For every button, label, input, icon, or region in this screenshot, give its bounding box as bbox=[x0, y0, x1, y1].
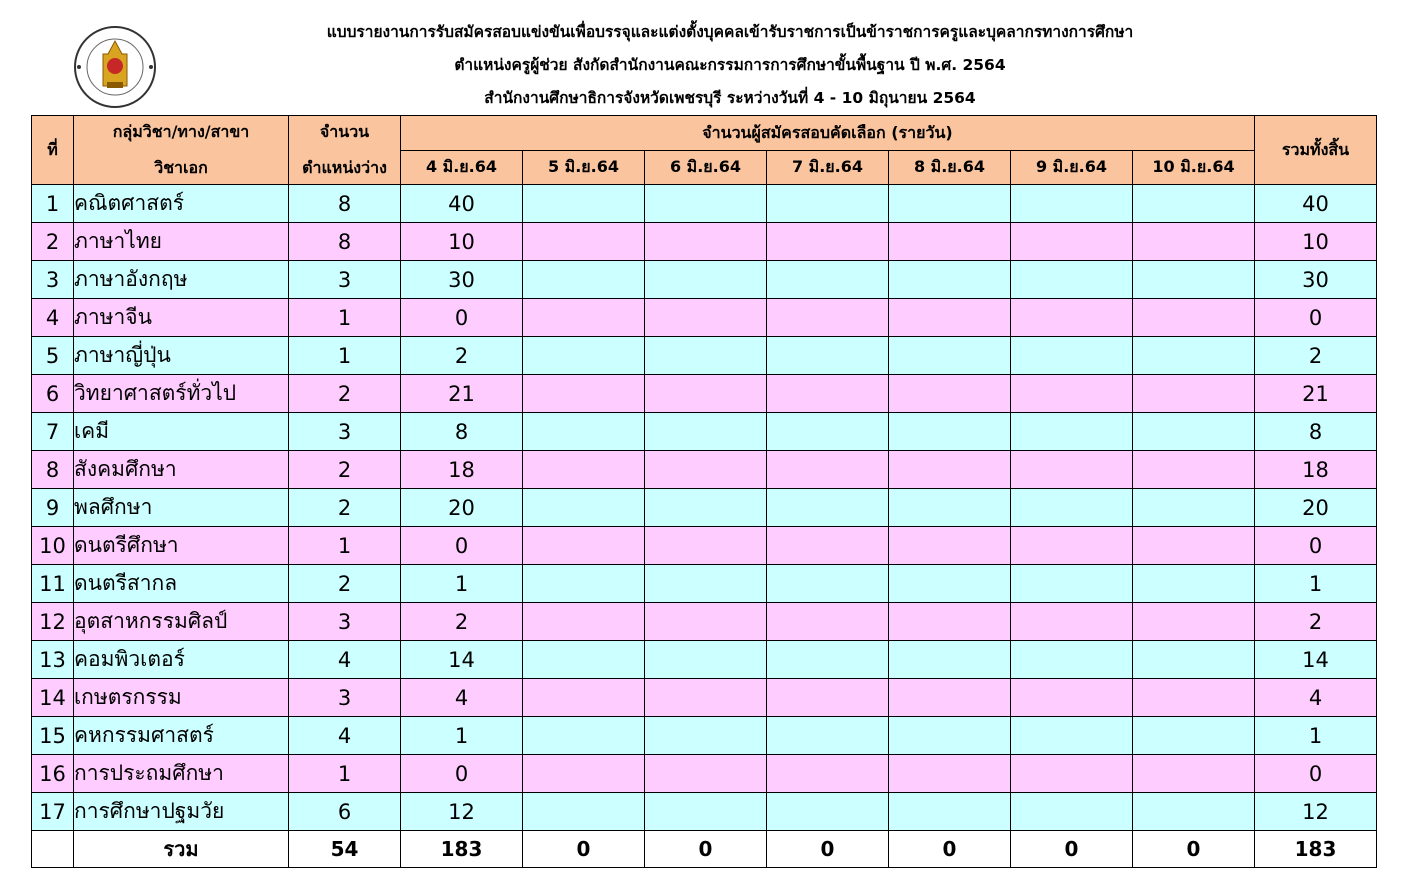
row-day3 bbox=[645, 565, 767, 603]
row-day2 bbox=[523, 451, 645, 489]
row-vacant: 3 bbox=[289, 679, 401, 717]
row-total: 0 bbox=[1255, 299, 1377, 337]
row-subject: วิทยาศาสตร์ทั่วไป bbox=[74, 375, 289, 413]
row-total: 2 bbox=[1255, 337, 1377, 375]
row-day7 bbox=[1133, 185, 1255, 223]
row-total: 4 bbox=[1255, 679, 1377, 717]
table-row bbox=[32, 641, 1377, 679]
row-vacant: 3 bbox=[289, 603, 401, 641]
row-day4 bbox=[767, 641, 889, 679]
row-day7 bbox=[1133, 717, 1255, 755]
row-day5 bbox=[889, 489, 1011, 527]
row-total: 14 bbox=[1255, 641, 1377, 679]
total-day: 0 bbox=[645, 831, 767, 868]
total-grand: 183 bbox=[1255, 831, 1377, 868]
row-day3 bbox=[645, 451, 767, 489]
row-day3 bbox=[645, 641, 767, 679]
row-subject: คอมพิวเตอร์ bbox=[74, 641, 289, 679]
row-total: 12 bbox=[1255, 793, 1377, 831]
row-day6 bbox=[1011, 755, 1133, 793]
header-date: 8 มิ.ย.64 bbox=[889, 151, 1011, 185]
row-day6 bbox=[1011, 527, 1133, 565]
row-day7 bbox=[1133, 641, 1255, 679]
row-day6 bbox=[1011, 375, 1133, 413]
row-day1: 12 bbox=[401, 793, 523, 831]
row-day2 bbox=[523, 185, 645, 223]
row-day7 bbox=[1133, 223, 1255, 261]
row-no: 12 bbox=[32, 603, 74, 641]
row-day5 bbox=[889, 755, 1011, 793]
row-day3 bbox=[645, 603, 767, 641]
row-subject: การประถมศึกษา bbox=[74, 755, 289, 793]
header-subject-line2: วิชาเอก bbox=[154, 158, 208, 177]
row-day3 bbox=[645, 717, 767, 755]
row-day1: 0 bbox=[401, 299, 523, 337]
row-day2 bbox=[523, 413, 645, 451]
table-row bbox=[32, 185, 1377, 223]
row-day5 bbox=[889, 299, 1011, 337]
row-vacant: 2 bbox=[289, 375, 401, 413]
report-header bbox=[230, 16, 1230, 115]
row-day1: 18 bbox=[401, 451, 523, 489]
row-day3 bbox=[645, 261, 767, 299]
report-title: แบบรายงานการรับสมัครสอบแข่งขันเพื่อบรรจุและแต่งตั้งบุคคลเข้ารับราชการเป็นข้าราชการครูและบุคลากรทางการศึกษา bbox=[326, 23, 1134, 41]
total-day: 0 bbox=[523, 831, 645, 868]
row-day4 bbox=[767, 413, 889, 451]
table-row bbox=[32, 489, 1377, 527]
row-no: 13 bbox=[32, 641, 74, 679]
row-day7 bbox=[1133, 527, 1255, 565]
total-label: รวม bbox=[74, 831, 289, 868]
row-subject: เคมี bbox=[74, 413, 289, 451]
header-date: 6 มิ.ย.64 bbox=[645, 151, 767, 185]
row-day6 bbox=[1011, 717, 1133, 755]
office-seal-emblem-icon bbox=[73, 16, 183, 116]
row-day4 bbox=[767, 375, 889, 413]
row-day3 bbox=[645, 375, 767, 413]
row-no: 6 bbox=[32, 375, 74, 413]
row-day5 bbox=[889, 413, 1011, 451]
row-day2 bbox=[523, 641, 645, 679]
header-date: 5 มิ.ย.64 bbox=[523, 151, 645, 185]
row-day7 bbox=[1133, 261, 1255, 299]
row-total: 0 bbox=[1255, 755, 1377, 793]
row-no: 8 bbox=[32, 451, 74, 489]
row-day6 bbox=[1011, 261, 1133, 299]
row-day7 bbox=[1133, 375, 1255, 413]
row-vacant: 1 bbox=[289, 755, 401, 793]
row-subject: เกษตรกรรม bbox=[74, 679, 289, 717]
row-day2 bbox=[523, 679, 645, 717]
row-day7 bbox=[1133, 413, 1255, 451]
header-date: 10 มิ.ย.64 bbox=[1133, 151, 1255, 185]
row-day6 bbox=[1011, 413, 1133, 451]
row-day6 bbox=[1011, 223, 1133, 261]
report-subtitle-position: ตำแหน่งครูผู้ช่วย สังกัดสำนักงานคณะกรรมการการศึกษาขั้นพื้นฐาน ปี พ.ศ. 2564 bbox=[454, 56, 1006, 74]
row-day3 bbox=[645, 299, 767, 337]
row-day2 bbox=[523, 223, 645, 261]
row-total: 10 bbox=[1255, 223, 1377, 261]
table-row bbox=[32, 603, 1377, 641]
row-day4 bbox=[767, 793, 889, 831]
row-subject: ภาษาไทย bbox=[74, 223, 289, 261]
row-day4 bbox=[767, 223, 889, 261]
row-day6 bbox=[1011, 451, 1133, 489]
row-day6 bbox=[1011, 679, 1133, 717]
row-day5 bbox=[889, 375, 1011, 413]
row-day7 bbox=[1133, 793, 1255, 831]
row-day1: 20 bbox=[401, 489, 523, 527]
table-row bbox=[32, 451, 1377, 489]
row-total: 0 bbox=[1255, 527, 1377, 565]
row-day2 bbox=[523, 375, 645, 413]
row-vacant: 6 bbox=[289, 793, 401, 831]
row-day2 bbox=[523, 717, 645, 755]
row-day1: 1 bbox=[401, 717, 523, 755]
row-no: 3 bbox=[32, 261, 74, 299]
row-subject: การศึกษาปฐมวัย bbox=[74, 793, 289, 831]
table-row bbox=[32, 527, 1377, 565]
row-day6 bbox=[1011, 793, 1133, 831]
row-day6 bbox=[1011, 603, 1133, 641]
row-subject: ดนตรีศึกษา bbox=[74, 527, 289, 565]
row-day3 bbox=[645, 489, 767, 527]
total-day: 0 bbox=[1133, 831, 1255, 868]
row-day5 bbox=[889, 527, 1011, 565]
row-vacant: 4 bbox=[289, 717, 401, 755]
row-day2 bbox=[523, 299, 645, 337]
row-total: 40 bbox=[1255, 185, 1377, 223]
row-vacant: 1 bbox=[289, 299, 401, 337]
row-day7 bbox=[1133, 565, 1255, 603]
row-subject: อุตสาหกรรมศิลป์ bbox=[74, 603, 289, 641]
row-day5 bbox=[889, 565, 1011, 603]
row-total: 2 bbox=[1255, 603, 1377, 641]
row-vacant: 1 bbox=[289, 337, 401, 375]
table-row bbox=[32, 793, 1377, 831]
row-day3 bbox=[645, 185, 767, 223]
total-day: 183 bbox=[401, 831, 523, 868]
row-day4 bbox=[767, 755, 889, 793]
row-total: 20 bbox=[1255, 489, 1377, 527]
table-row bbox=[32, 717, 1377, 755]
row-no: 17 bbox=[32, 793, 74, 831]
row-day4 bbox=[767, 299, 889, 337]
table-row bbox=[32, 223, 1377, 261]
row-day4 bbox=[767, 565, 889, 603]
row-vacant: 2 bbox=[289, 451, 401, 489]
row-vacant: 4 bbox=[289, 641, 401, 679]
row-total: 21 bbox=[1255, 375, 1377, 413]
row-day6 bbox=[1011, 337, 1133, 375]
table-row bbox=[32, 755, 1377, 793]
table-row bbox=[32, 261, 1377, 299]
table-row bbox=[32, 679, 1377, 717]
row-day7 bbox=[1133, 603, 1255, 641]
row-day3 bbox=[645, 793, 767, 831]
office-seal bbox=[73, 16, 183, 116]
row-day3 bbox=[645, 223, 767, 261]
total-vacant: 54 bbox=[289, 831, 401, 868]
row-day1: 4 bbox=[401, 679, 523, 717]
row-subject: สังคมศึกษา bbox=[74, 451, 289, 489]
applicants-table bbox=[31, 115, 1377, 868]
header-total: รวมทั้งสิ้น bbox=[1255, 116, 1377, 185]
row-day4 bbox=[767, 261, 889, 299]
header-date: 9 มิ.ย.64 bbox=[1011, 151, 1133, 185]
row-day6 bbox=[1011, 299, 1133, 337]
row-day5 bbox=[889, 603, 1011, 641]
header-daily: จำนวนผู้สมัครสอบคัดเลือก (รายวัน) bbox=[401, 116, 1255, 151]
row-day2 bbox=[523, 565, 645, 603]
row-subject: พลศึกษา bbox=[74, 489, 289, 527]
header-vacant-line1: จำนวน bbox=[319, 122, 370, 141]
row-total: 18 bbox=[1255, 451, 1377, 489]
row-day5 bbox=[889, 261, 1011, 299]
row-day7 bbox=[1133, 451, 1255, 489]
row-day5 bbox=[889, 793, 1011, 831]
header-date: 4 มิ.ย.64 bbox=[401, 151, 523, 185]
row-day5 bbox=[889, 223, 1011, 261]
row-vacant: 3 bbox=[289, 261, 401, 299]
row-day4 bbox=[767, 717, 889, 755]
row-vacant: 8 bbox=[289, 223, 401, 261]
row-day1: 0 bbox=[401, 755, 523, 793]
row-no: 10 bbox=[32, 527, 74, 565]
row-total: 8 bbox=[1255, 413, 1377, 451]
row-day7 bbox=[1133, 299, 1255, 337]
row-no: 9 bbox=[32, 489, 74, 527]
row-subject: ดนตรีสากล bbox=[74, 565, 289, 603]
row-day5 bbox=[889, 717, 1011, 755]
row-day5 bbox=[889, 185, 1011, 223]
row-day5 bbox=[889, 451, 1011, 489]
row-day1: 40 bbox=[401, 185, 523, 223]
row-subject: ภาษาอังกฤษ bbox=[74, 261, 289, 299]
row-no: 7 bbox=[32, 413, 74, 451]
header-subject-line1: กลุ่มวิชา/ทาง/สาขา bbox=[112, 122, 250, 141]
row-day2 bbox=[523, 337, 645, 375]
report-subtitle-office: สำนักงานศึกษาธิการจังหวัดเพชรบุรี ระหว่างวันที่ 4 - 10 มิถุนายน 2564 bbox=[484, 89, 976, 107]
row-day4 bbox=[767, 337, 889, 375]
row-day1: 14 bbox=[401, 641, 523, 679]
row-vacant: 2 bbox=[289, 565, 401, 603]
table-row bbox=[32, 299, 1377, 337]
row-day4 bbox=[767, 527, 889, 565]
row-day1: 21 bbox=[401, 375, 523, 413]
row-subject: คณิตศาสตร์ bbox=[74, 185, 289, 223]
row-vacant: 8 bbox=[289, 185, 401, 223]
row-day2 bbox=[523, 603, 645, 641]
row-day4 bbox=[767, 489, 889, 527]
row-day3 bbox=[645, 755, 767, 793]
row-day6 bbox=[1011, 641, 1133, 679]
row-no: 16 bbox=[32, 755, 74, 793]
total-no-cell bbox=[32, 831, 74, 868]
header-date: 7 มิ.ย.64 bbox=[767, 151, 889, 185]
table-body bbox=[32, 185, 1377, 831]
row-day5 bbox=[889, 679, 1011, 717]
row-day2 bbox=[523, 755, 645, 793]
row-vacant: 2 bbox=[289, 489, 401, 527]
row-day1: 2 bbox=[401, 337, 523, 375]
row-day4 bbox=[767, 185, 889, 223]
row-day2 bbox=[523, 489, 645, 527]
total-row bbox=[32, 831, 1377, 868]
row-day3 bbox=[645, 337, 767, 375]
row-total: 1 bbox=[1255, 565, 1377, 603]
row-total: 30 bbox=[1255, 261, 1377, 299]
row-day3 bbox=[645, 527, 767, 565]
header-subject bbox=[74, 116, 289, 185]
row-day3 bbox=[645, 679, 767, 717]
row-day5 bbox=[889, 337, 1011, 375]
row-day4 bbox=[767, 603, 889, 641]
header-no: ที่ bbox=[32, 116, 74, 185]
row-day1: 8 bbox=[401, 413, 523, 451]
row-day7 bbox=[1133, 337, 1255, 375]
row-vacant: 3 bbox=[289, 413, 401, 451]
row-day6 bbox=[1011, 489, 1133, 527]
row-day6 bbox=[1011, 565, 1133, 603]
row-no: 2 bbox=[32, 223, 74, 261]
header-vacant-line2: ตำแหน่งว่าง bbox=[302, 158, 387, 177]
row-day1: 30 bbox=[401, 261, 523, 299]
row-vacant: 1 bbox=[289, 527, 401, 565]
row-day6 bbox=[1011, 185, 1133, 223]
row-subject: ภาษาจีน bbox=[74, 299, 289, 337]
row-no: 14 bbox=[32, 679, 74, 717]
row-day7 bbox=[1133, 489, 1255, 527]
row-no: 4 bbox=[32, 299, 74, 337]
row-subject: ภาษาญี่ปุ่น bbox=[74, 337, 289, 375]
row-no: 11 bbox=[32, 565, 74, 603]
table-row bbox=[32, 413, 1377, 451]
row-day7 bbox=[1133, 755, 1255, 793]
total-day: 0 bbox=[1011, 831, 1133, 868]
row-no: 15 bbox=[32, 717, 74, 755]
header-vacant bbox=[289, 116, 401, 185]
table-row bbox=[32, 337, 1377, 375]
row-day1: 10 bbox=[401, 223, 523, 261]
row-day2 bbox=[523, 261, 645, 299]
row-day5 bbox=[889, 641, 1011, 679]
table-row bbox=[32, 375, 1377, 413]
row-day4 bbox=[767, 679, 889, 717]
row-day1: 2 bbox=[401, 603, 523, 641]
row-day1: 1 bbox=[401, 565, 523, 603]
row-day7 bbox=[1133, 679, 1255, 717]
row-day4 bbox=[767, 451, 889, 489]
row-no: 5 bbox=[32, 337, 74, 375]
total-day: 0 bbox=[889, 831, 1011, 868]
row-day2 bbox=[523, 527, 645, 565]
row-day1: 0 bbox=[401, 527, 523, 565]
row-total: 1 bbox=[1255, 717, 1377, 755]
row-subject: คหกรรมศาสตร์ bbox=[74, 717, 289, 755]
table-row bbox=[32, 565, 1377, 603]
row-no: 1 bbox=[32, 185, 74, 223]
total-day: 0 bbox=[767, 831, 889, 868]
row-day3 bbox=[645, 413, 767, 451]
row-day2 bbox=[523, 793, 645, 831]
